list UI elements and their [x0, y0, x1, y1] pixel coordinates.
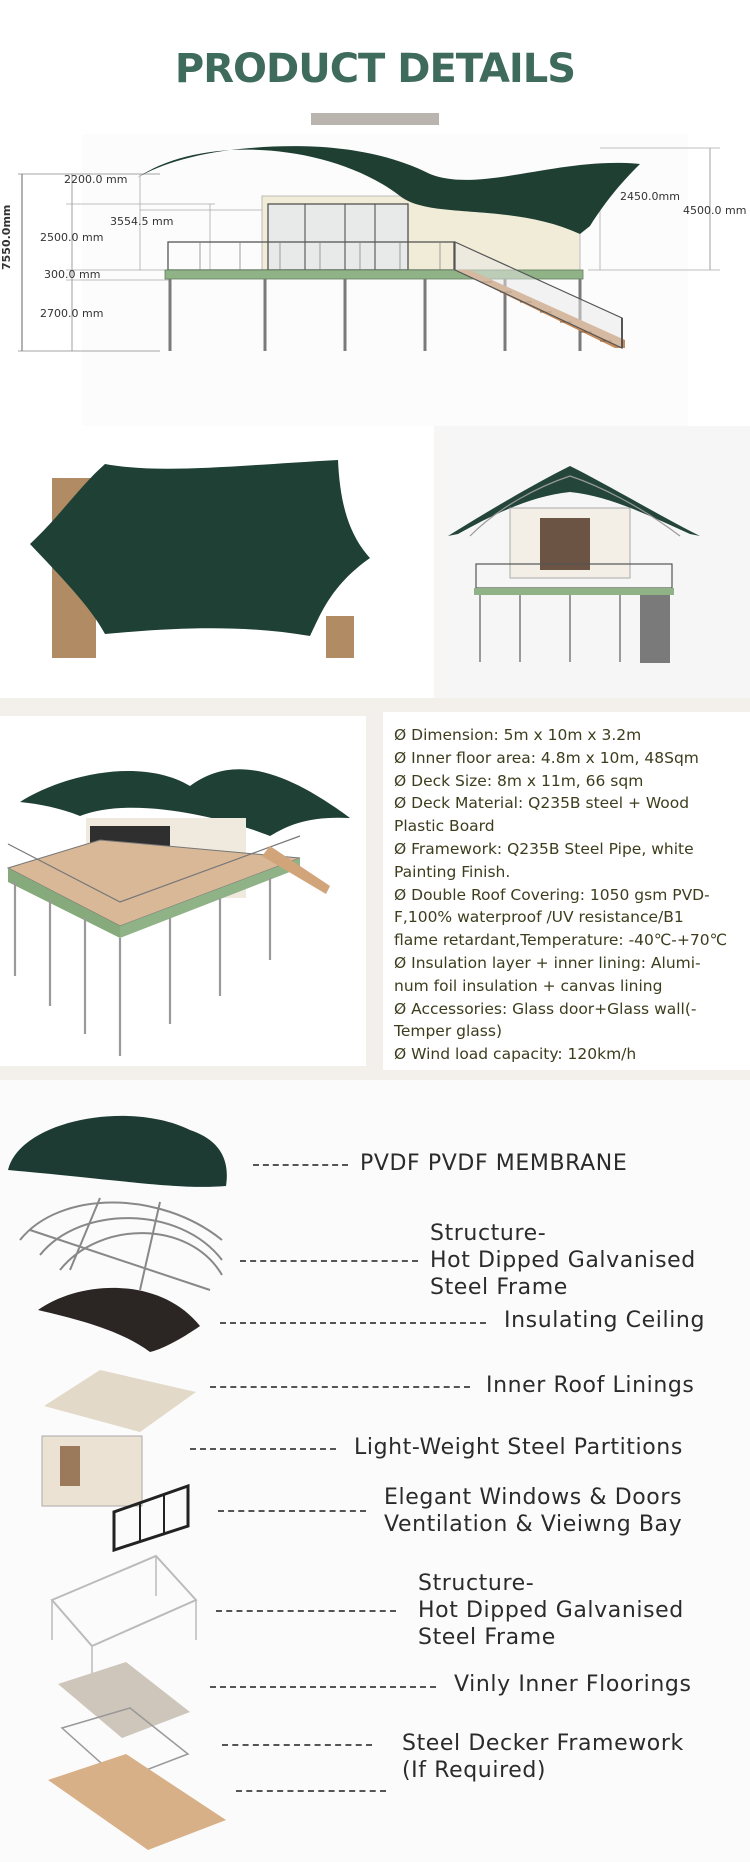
specs-section: [0, 698, 750, 1080]
dim-2200: 2200.0 mm: [64, 173, 128, 186]
dim-2700: 2700.0 mm: [40, 307, 104, 320]
layer-label-structure2-b: Hot Dipped Galvanised: [418, 1598, 684, 1623]
exploded-layers: [0, 1080, 750, 1862]
dim-2500: 2500.0 mm: [40, 231, 104, 244]
page-title: PRODUCT DETAILS: [174, 46, 576, 92]
layer-label-decker-b: (If Required): [402, 1758, 547, 1783]
leader-line: [216, 1610, 396, 1612]
layer-label-membrane: PVDF PVDF MEMBRANE: [360, 1151, 628, 1176]
spec-line: Ø Insulation layer + inner lining: Alumi-: [394, 953, 701, 972]
dim-total-height: 7550.0mm: [0, 204, 13, 270]
layer-label-structure-b: Hot Dipped Galvanised: [430, 1248, 696, 1273]
layer-label-windows-a: Elegant Windows & Doors: [384, 1485, 683, 1510]
leader-line: [236, 1790, 386, 1792]
dim-3554: 3554.5 mm: [110, 215, 174, 228]
spec-line: Ø Inner floor area: 4.8m x 10m, 48Sqm: [394, 748, 699, 767]
spec-line: Painting Finish.: [394, 862, 511, 881]
leader-line: [218, 1510, 366, 1512]
leader-line: [210, 1686, 436, 1688]
layer-label-structure2-a: Structure-: [418, 1571, 535, 1596]
spec-list: [383, 712, 750, 1070]
spec-line: Temper glass): [394, 1022, 502, 1041]
layer-label-windows-b: Ventilation & Vieiwng Bay: [384, 1512, 683, 1537]
layer-label-partitions: Light-Weight Steel Partitions: [354, 1435, 683, 1460]
layer-label-vinyl-floor: Vinly Inner Floorings: [454, 1672, 692, 1697]
layer-label-insulating-ceiling: Insulating Ceiling: [504, 1308, 706, 1333]
plan-view-svg: [0, 426, 750, 698]
spec-line: Ø Double Roof Covering: 1050 gsm PVD-: [394, 885, 710, 904]
layer-label-decker-a: Steel Decker Framework: [402, 1731, 684, 1756]
layer-label-structure-a: Structure-: [430, 1221, 547, 1246]
leader-line: [253, 1164, 348, 1166]
leader-line: [210, 1386, 470, 1388]
layer-label-inner-roof: Inner Roof Linings: [486, 1373, 695, 1398]
spec-line: Ø Framework: Q235B Steel Pipe, white: [394, 839, 694, 858]
leader-line: [222, 1744, 372, 1746]
3d-render: [0, 716, 366, 1066]
elevation-drawing: [0, 134, 750, 426]
leader-line: [220, 1322, 486, 1324]
3d-render-svg: [0, 716, 366, 1066]
dim-300: 300.0 mm: [44, 268, 101, 281]
dim-2450: 2450.0mm: [620, 190, 680, 203]
layer-label-structure2-c: Steel Frame: [418, 1625, 556, 1650]
spec-line: F,100% waterproof /UV resistance/B1: [394, 908, 684, 927]
layer-label-structure-c: Steel Frame: [430, 1275, 568, 1300]
plan-and-front-view: [0, 426, 750, 698]
leader-line: [190, 1448, 336, 1450]
spec-line: Ø Accessories: Glass door+Glass wall(-: [394, 999, 697, 1018]
spec-line: Ø Wind load capacity: 120km/h: [394, 1045, 637, 1064]
spec-line: flame retardant,Temperature: -40℃-+70℃: [394, 931, 728, 950]
leader-line: [240, 1260, 418, 1262]
spec-line: Plastic Board: [394, 817, 495, 836]
title-underline: [311, 113, 439, 125]
dim-4500: 4500.0 mm: [683, 204, 747, 217]
spec-line: Ø Deck Size: 8m x 11m, 66 sqm: [394, 771, 644, 790]
spec-line: Ø Dimension: 5m x 10m x 3.2m: [394, 726, 642, 744]
spec-line: Ø Deck Material: Q235B steel + Wood: [394, 794, 690, 813]
spec-line: num foil insulation + canvas lining: [394, 976, 663, 995]
